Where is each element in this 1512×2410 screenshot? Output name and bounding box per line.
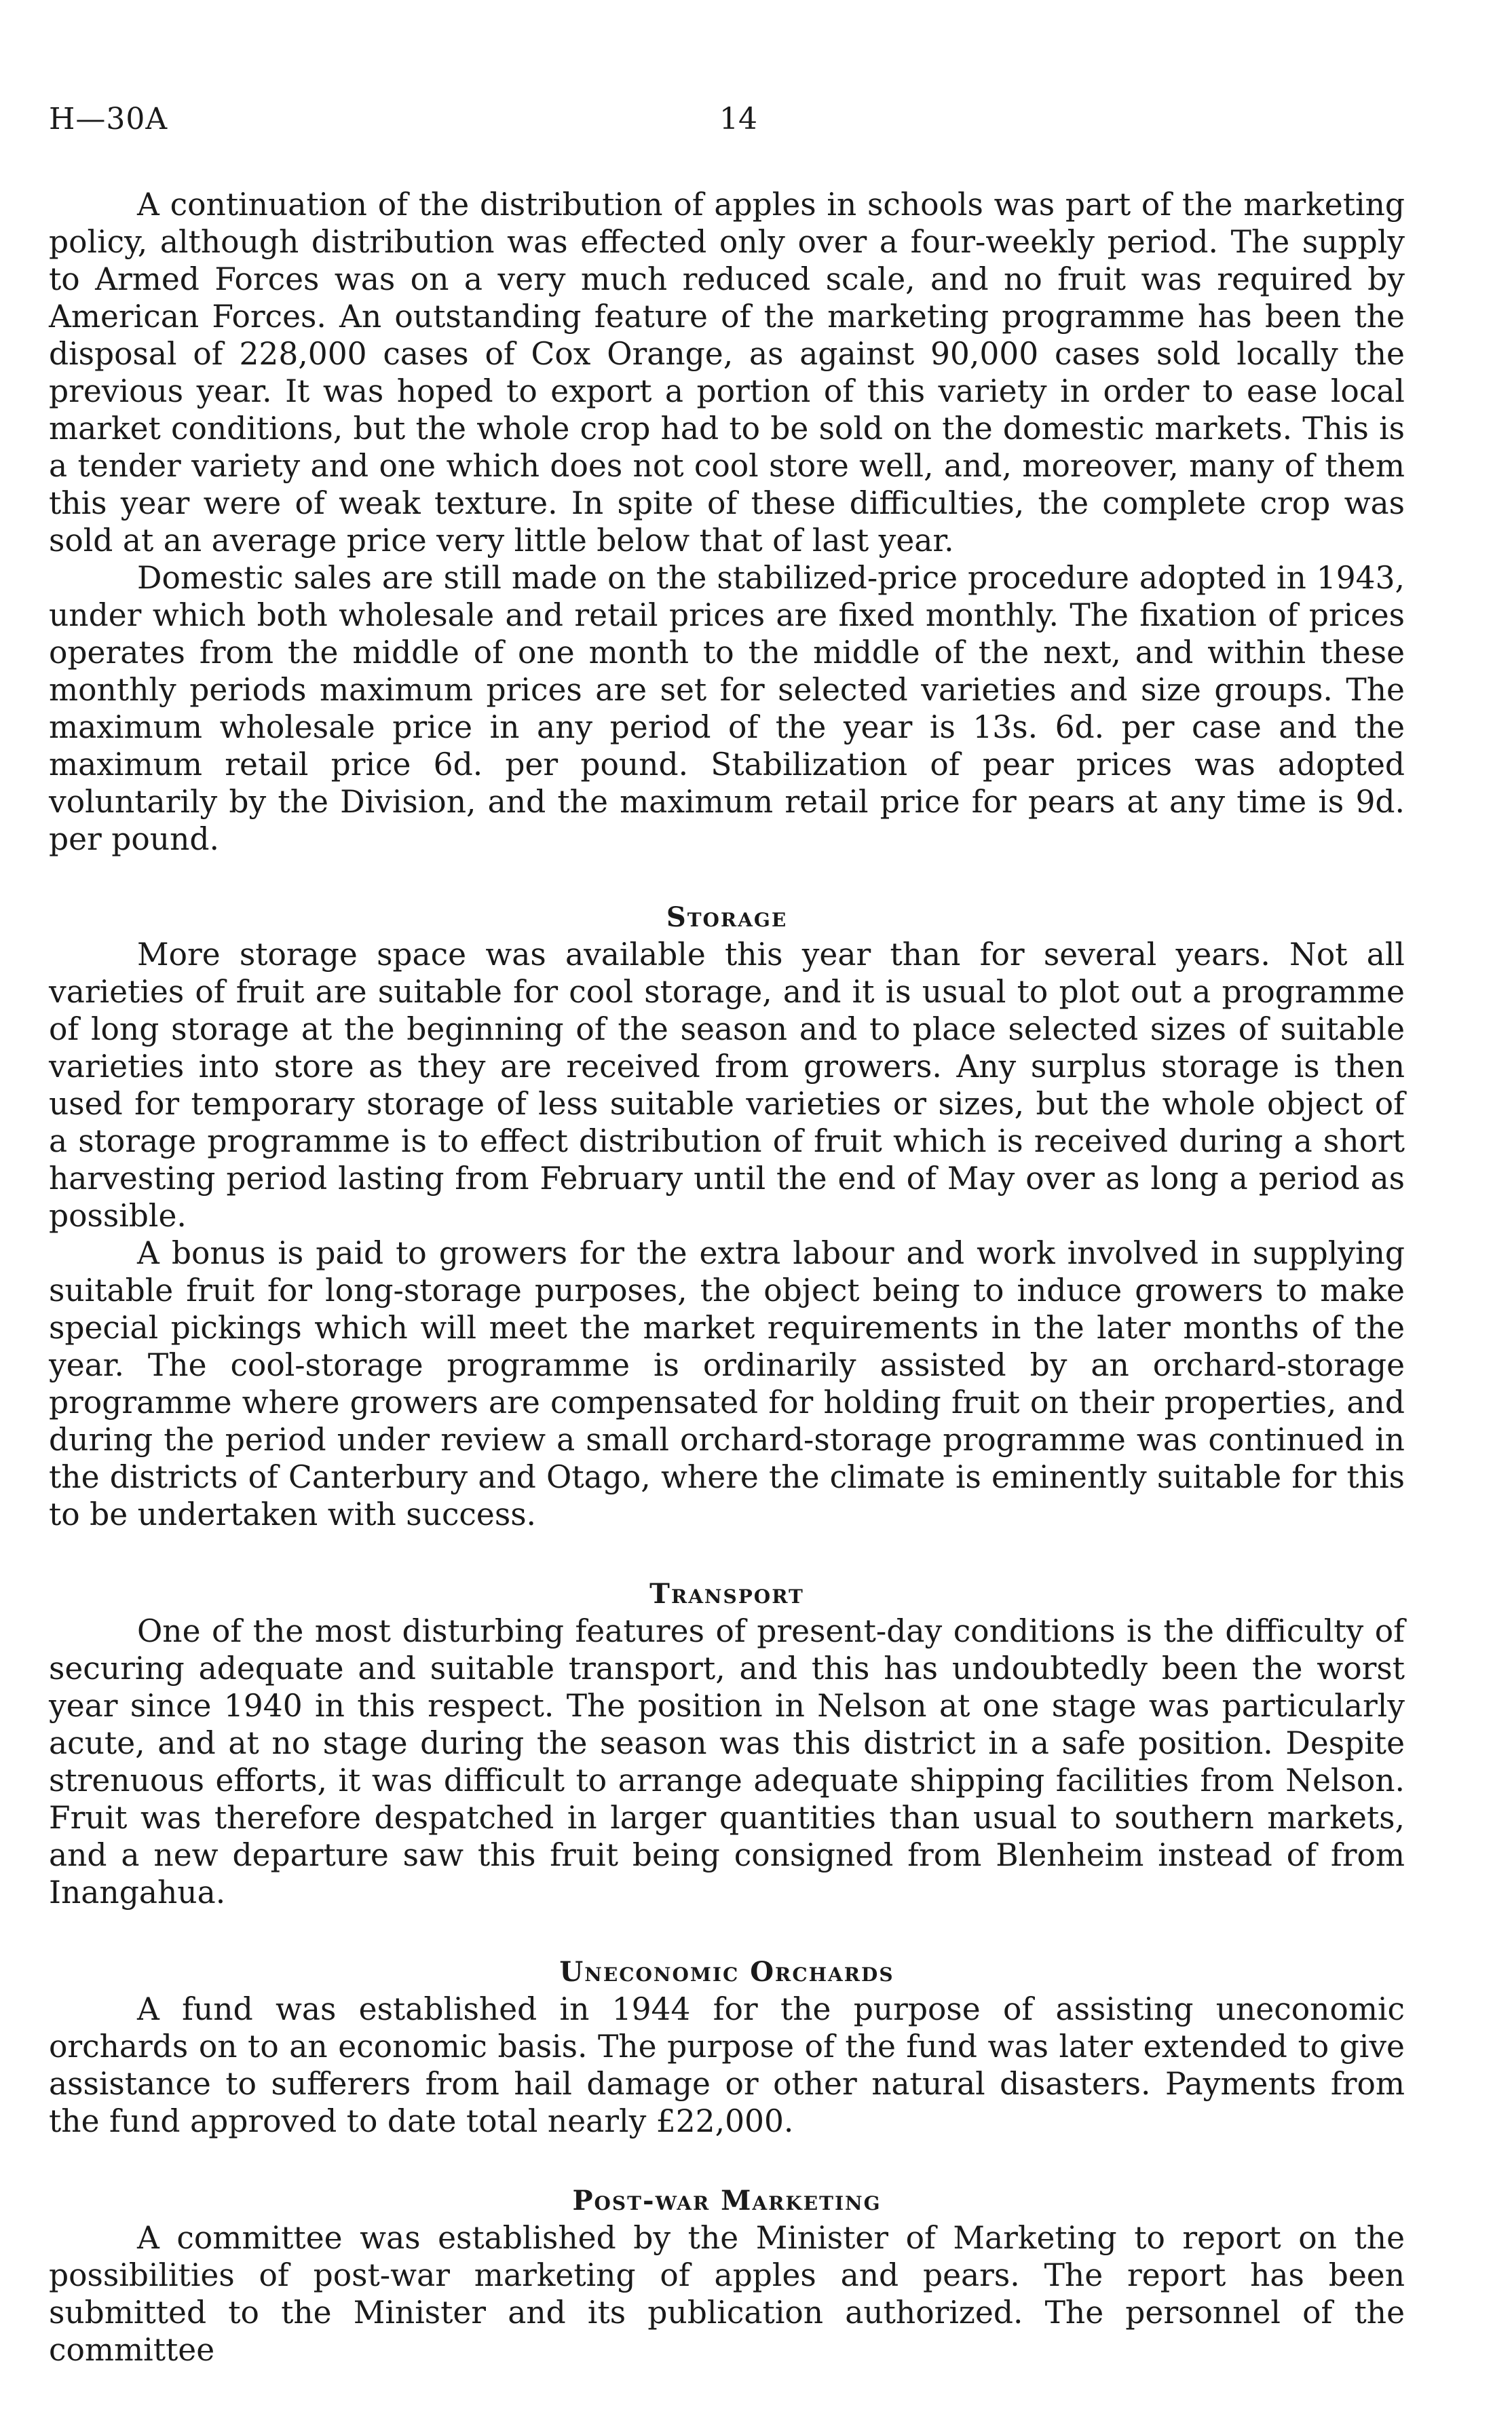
post-war-marketing-section <box>49 2182 1405 2369</box>
storage-section <box>49 899 1405 1533</box>
paragraph-storage-bonus: A bonus is paid to growers for the extra labour and work involved in supplying suitable fruit for long-storage purposes, the object being to induce growers to make special pickings which will meet the market requirements in the later months of the year. The cool-storage programme is ordinarily assisted by an orchard-storage programme where growers are compensated for holding fruit on their properties, and during the period under review a small orchard-storage programme was continued in the districts of Canterbury and Otago, where the climate is eminently suitable for this to be undertaken with success. <box>49 1235 1405 1532</box>
uneconomic-orchards-section <box>49 1953 1405 2140</box>
section-heading-transport: Transport <box>649 1578 804 1610</box>
document-reference: H—30A <box>49 102 168 136</box>
page-number: 14 <box>719 102 757 136</box>
intro-section <box>49 186 1405 858</box>
section-heading-uneconomic-orchards: Uneconomic Orchards <box>559 1956 894 1988</box>
paragraph-uneconomic-orchards: A fund was established in 1944 for the purpose of assisting uneconomic orchards on to an economic basis. The purpose of the fund was later extended to give assistance to sufferers from hail damage or other natural disasters. Payments from the fund approved to date total nearly £22,000. <box>49 1991 1405 2139</box>
paragraph-domestic-sales: Domestic sales are still made on the stabilized-price procedure adopted in 1943, under which both wholesale and retail prices are fixed monthly. The fixation of prices operates from the middle of one month to the middle of the next, and within these monthly periods maximum prices are set for selected varieties and size groups. The maximum wholesale price in any period of the year is 13s. 6d. per case and the maximum retail price 6d. per pound. Stabilization of pear prices was adopted voluntarily by the Division, and the maximum retail price for pears at any time is 9d. per pound. <box>49 560 1405 857</box>
paragraph-post-war-marketing: A committee was established by the Minister of Marketing to report on the possibilities of post-war marketing of apples and pears. The report has been submitted to the Minister and its publication authorized. The personnel of the committee <box>49 2220 1405 2368</box>
section-heading-post-war-marketing: Post-war Marketing <box>572 2185 882 2217</box>
transport-section <box>49 1575 1405 1911</box>
paragraph-transport: One of the most disturbing features of present-day conditions is the difficulty of securing adequate and suitable transport, and this has undoubtedly been the worst year since 1940 in this respect. The position in Nelson at one stage was particularly acute, and at no stage during the season was this district in a safe position. Despite strenuous efforts, it was difficult to arrange adequate shipping facilities from Nelson. Fruit was therefore despatched in larger quantities than usual to southern markets, and a new departure saw this fruit being consigned from Blenheim instead of from Inangahua. <box>49 1613 1405 1910</box>
paragraph-storage-space: More storage space was available this year than for several years. Not all varieties of fruit are suitable for cool storage, and it is usual to plot out a programme of long storage at the beginning of the season and to place selected sizes of suitable varieties into store as they are received from growers. Any surplus storage is then used for temporary storage of less suitable varieties or sizes, but the whole object of a storage programme is to effect distribution of fruit which is received during a short harvesting period lasting from February until the end of May over as long a period as possible. <box>49 937 1405 1234</box>
page-body <box>49 186 1405 2369</box>
paragraph-marketing-policy: A continuation of the distribution of apples in schools was part of the marketing policy, although distribution was effected only over a four-weekly period. The supply to Armed Forces was on a very much reduced scale, and no fruit was required by American Forces. An outstanding feature of the marketing programme has been the disposal of 228,000 cases of Cox Orange, as against 90,000 cases sold locally the previous year. It was hoped to export a portion of this variety in order to ease local market conditions, but the whole crop had to be sold on the domestic markets. This is a tender variety and one which does not cool store well, and, moreover, many of them this year were of weak texture. In spite of these difficulties, the complete crop was sold at an average price very little below that of last year. <box>49 187 1405 559</box>
page-header <box>49 102 1417 143</box>
section-heading-storage: Storage <box>666 901 788 933</box>
